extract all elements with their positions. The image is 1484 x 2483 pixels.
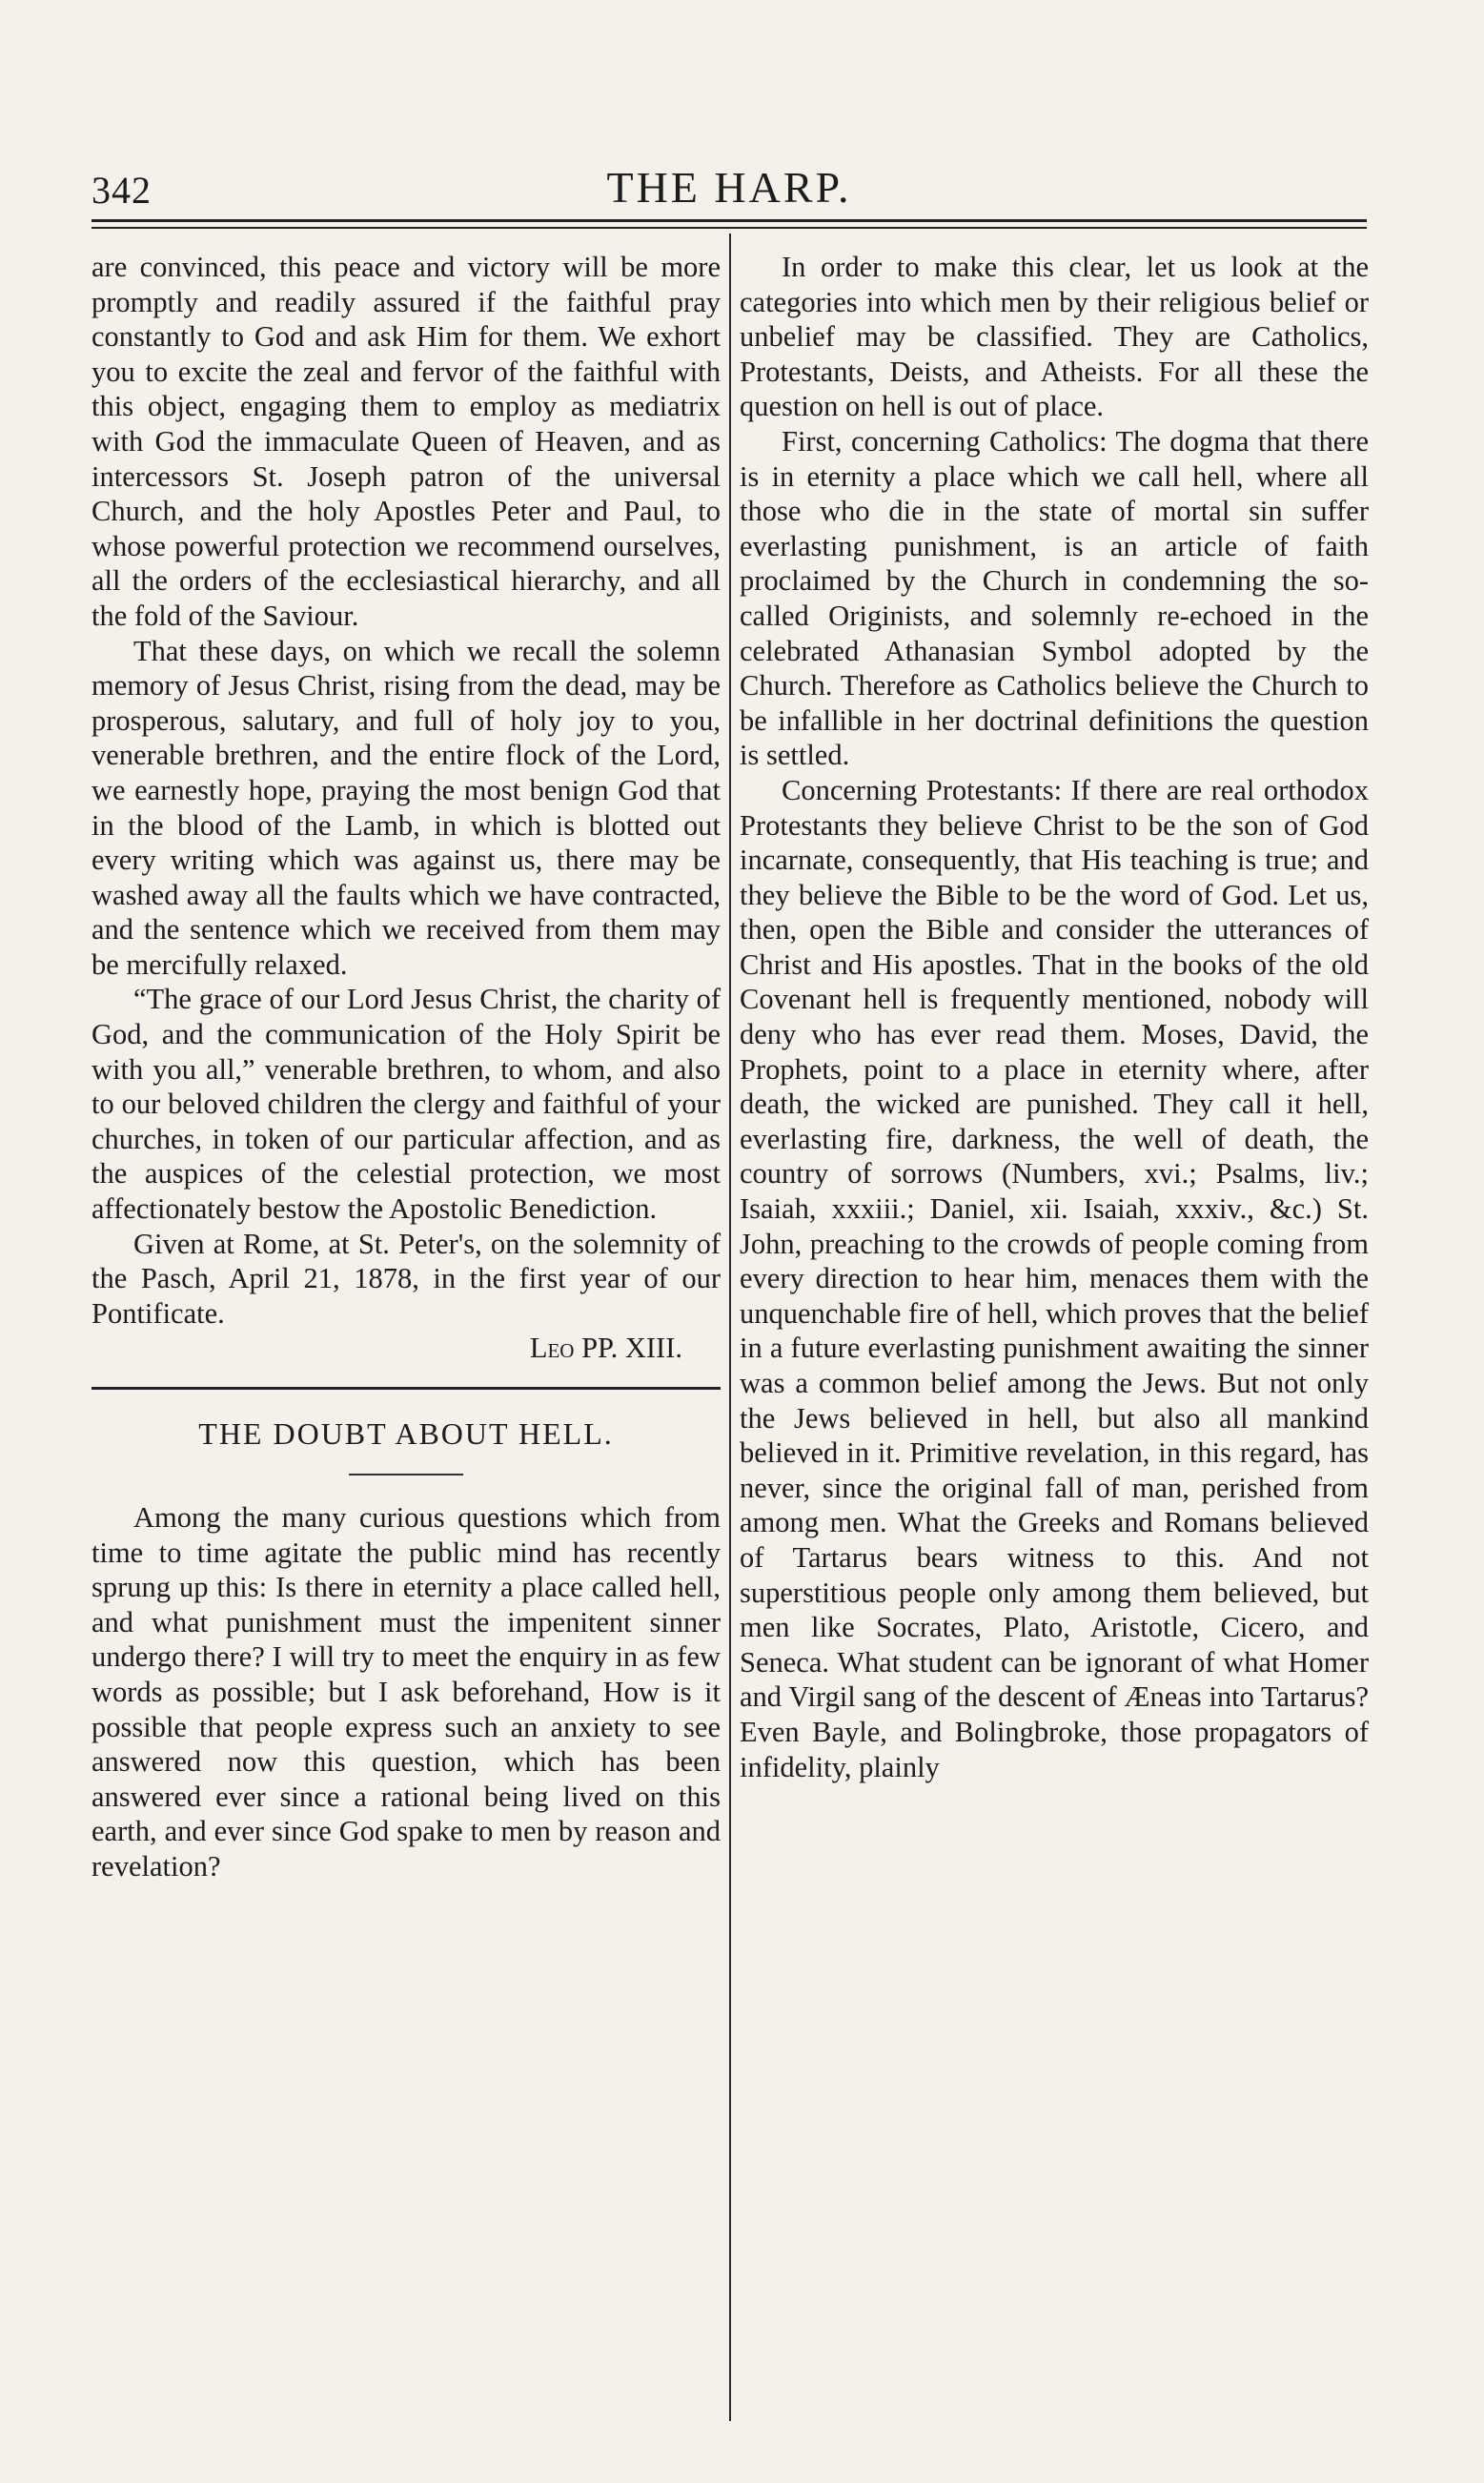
right-paragraph-3: Concerning Protestants: If there are real orthodox Protestants they believe Christ to be the son of God incarnate, consequently, that His teaching is true; and they believe the Bible to be the word of God. Let us, then, open the Bible and consider the utterances of Christ and His apostles. That in the books of the old Covenant hell is frequently mentioned, nobody will deny who has ever read them. Moses, David, the Prophets, point to a place in eternity where, after death, the wicked are punished. They call it hell, everlasting fire, darkness, the well of death, the country of sorrows (Numbers, xvi.; Psalms, liv.; Isaiah, xxxiii.; Daniel, xii. Isaiah, xxxiv., &c.) St. John, preaching to the crowds of people coming from every direction to hear him, menaces them with the unquenchable fire of hell, which proves that the belief in a future everlasting punishment awaiting the sinner was a common belief among the Jews. But not only the Jews believed in hell, but also all mankind believed in it. Primitive revelation, in this regard, has never, since the original fall of man, perished from among men. What the Greeks and Romans believed of Tartarus bears witness to this. And not superstitious people only among them believed, but men like Socrates, Plato, Aristotle, Cicero, and Seneca. What student can be ignorant of what Homer and Virgil sang of the descent of Æneas into Tartarus? Even Bayle, and Bolingbroke, those propagators of infidelity, plainly: [740, 773, 1369, 1783]
right-paragraph-1: In order to make this clear, let us look at the categories into which men by their religious belief or unbelief may be classified. They are Catholics, Protestants, Deists, and Atheists. For all these the question on hell is out of place.: [740, 251, 1369, 423]
left-paragraph-1: are convinced, this peace and victory will be more promptly and readily assured if the faithful pray constantly to God and ask Him for them. We exhort you to excite the zeal and fervor of the faithful with this object, engaging them to employ as mediatrix with God the immaculate Queen of Heaven, and as intercessors St. Joseph patron of the universal Church, and the holy Apostles Peter and Paul, to whose powerful protection we recommend ourselves, all the orders of the ecclesiastical hierarchy, and all the fold of the Saviour.: [91, 251, 721, 632]
header-rule-top: [91, 219, 1367, 222]
signature: Leo PP. XIII.: [529, 1332, 682, 1365]
page-header: [91, 160, 1367, 219]
running-title: THE HARP.: [606, 163, 852, 212]
left-column: [91, 250, 721, 1884]
article-title: THE DOUBT ABOUT HELL.: [198, 1416, 614, 1451]
column-divider: [729, 234, 731, 2421]
header-rule-bottom: [91, 227, 1367, 229]
right-paragraph-2: First, concerning Catholics: The dogma that there is in eternity a place which we call hell, where all those who die in the state of mortal sin suffer everlasting punishment, is an article of faith proclaimed by the Church in condemning the so-called Originists, and solemnly re-echoed in the celebrated Athanasian Symbol adopted by the Church. Therefore as Catholics believe the Church to be infallible in her doctrinal definitions the question is settled.: [740, 424, 1369, 772]
title-ornament: [349, 1474, 463, 1476]
left-paragraph-3: “The grace of our Lord Jesus Christ, the charity of God, and the communication of the Holy Spirit be with you all,” venerable brethren, to whom, and also to our beloved children the clergy and faithful of your churches, in token of our particular affection, and as the auspices of the celestial protection, we most affectionately bestow the Apostolic Benediction.: [91, 983, 721, 1226]
section-divider: [91, 1387, 721, 1390]
article-paragraph-1: Among the many curious questions which from time to time agitate the public mind has recently sprung up this: Is there in eternity a place called hell, and what punishment must the impenitent sinner undergo there? I will try to meet the enquiry in as few words as possible; but I ask beforehand, How is it possible that people express such an anxiety to see answered now this question, which has been answered ever since a rational being lived on this earth, and ever since God spake to men by reason and revelation?: [91, 1501, 721, 1883]
left-paragraph-2: That these days, on which we recall the solemn memory of Jesus Christ, rising from the dead, may be prosperous, salutary, and full of holy joy to you, venerable brethren, and the entire flock of the Lord, we earnestly hope, praying the most benign God that in the blood of the Lamb, in which is blotted out every writing which was against us, there may be washed away all the faults which we have contracted, and the sentence which we received from them may be mercifully relaxed.: [91, 634, 721, 981]
page-number: 342: [91, 169, 152, 212]
right-column: [740, 250, 1369, 1784]
left-paragraph-4: Given at Rome, at St. Peter's, on the solemnity of the Pasch, April 21, 1878, in the first year of our Pontificate.: [91, 1227, 721, 1330]
